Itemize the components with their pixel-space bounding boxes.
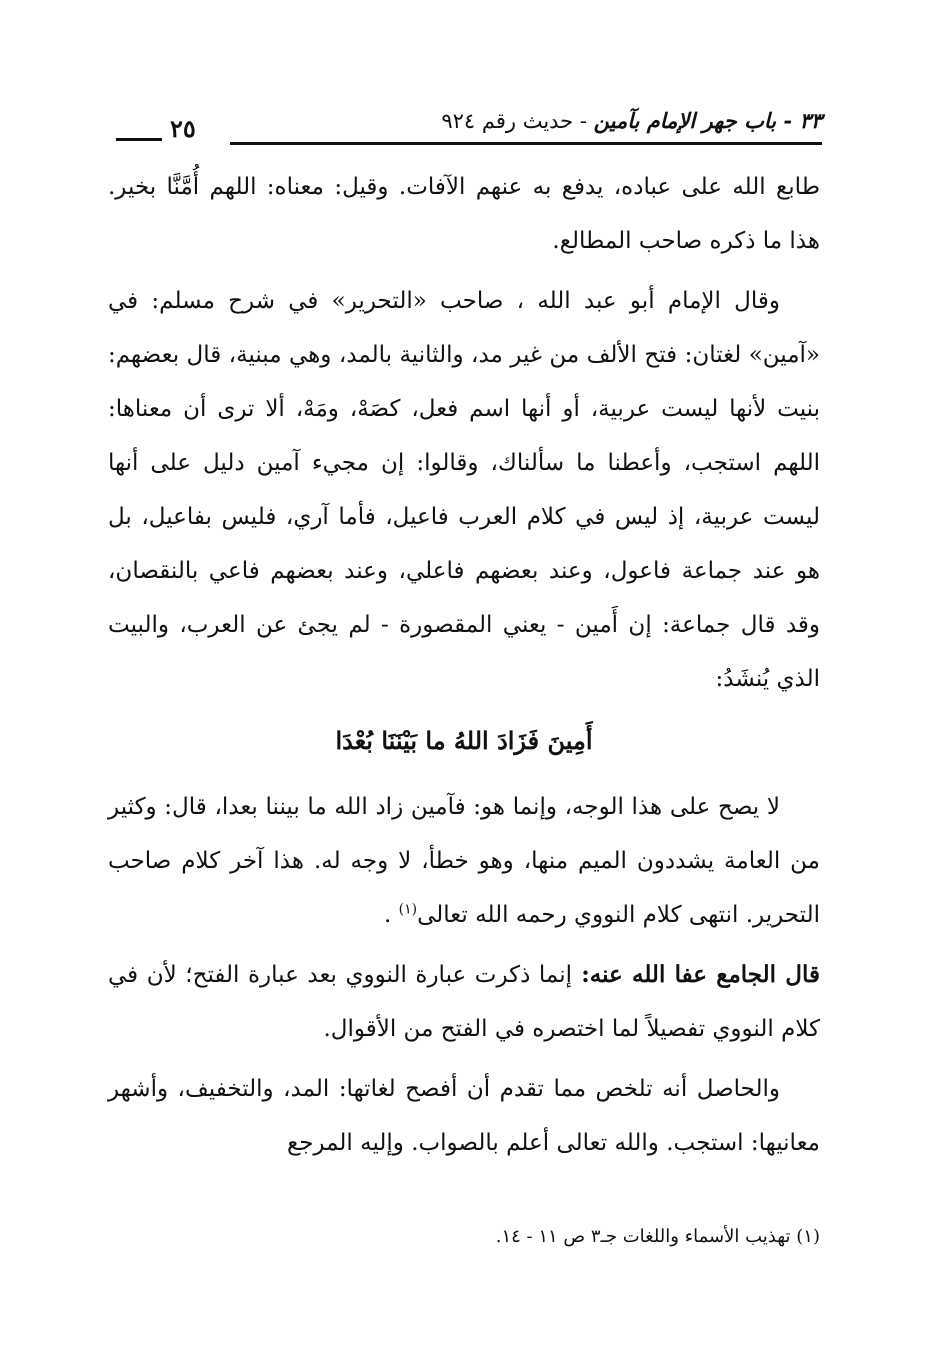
page-header (112, 104, 822, 150)
running-title (441, 108, 822, 133)
main-text (108, 160, 820, 1176)
compiler-note-lead: قال الجامع عفا الله عنه: (571, 961, 820, 988)
footnote-marker: (١) (398, 901, 418, 918)
paragraph-3 (108, 780, 820, 942)
page-number: ٢٥ (170, 114, 196, 143)
header-rule (230, 142, 822, 145)
footnote: (١) تهذيب الأسماء واللغات جـ٣ ص ١١ - ١٤. (495, 1226, 820, 1247)
paragraph-4 (108, 948, 820, 1056)
page-number-dash (116, 138, 162, 141)
paragraph-1: طابع الله على عباده، يدفع به عنهم الآفات. وقيل: معناه: اللهم أُمَّنَّا بخير. هذا ما ذكره صاحب المطالع. (108, 174, 820, 254)
paragraph-5: والحاصل أنه تلخص مما تقدم أن أفصح لغاتها: المد، والتخفيف، وأشهر معانيها: استجب. والله تعالى أعلم بالصواب. وإليه المرجع (108, 1076, 820, 1156)
hadith-reference: - حديث رقم ٩٢٤ (441, 109, 594, 133)
paragraph-3-text: لا يصح على هذا الوجه، وإنما هو: فآمين زاد الله ما بيننا بعدا، قال: وكثير من العامة يشددون الميم منها، وهو خطأ، لا وجه له. هذا آخر كلام صاحب التحرير. انتهى كلام النووي رحمه الله تعالى (108, 794, 820, 928)
poetry-verse: أَمِينَ فَزَادَ اللهُ ما بَيْنَنَا بُعْدَا (335, 726, 593, 755)
paragraph-4-text: إنما ذكرت عبارة النووي بعد عبارة الفتح؛ لأن في كلام النووي تفصيلاً لما اختصره في الفتح من الأقوال. (108, 962, 820, 1042)
chapter-title: ٣٣ - باب جهر الإمام بآمين (593, 108, 822, 133)
paragraph-3-end: . (384, 902, 399, 928)
paragraph-2: وقال الإمام أبو عبد الله ، صاحب «التحرير» في شرح مسلم: في «آمين» لغتان: فتح الألف من غير مد، والثانية بالمد، وهي مبنية، قال بعضهم: بنيت لأنها ليست عربية، أو أنها اسم فعل، كصَهْ، ومَهْ، ألا ترى أن معناها: اللهم استجب، وأعطنا ما سألناك، وقالوا: إن مجيء آمين دليل على أنها ليست عربية، إذ ليس في كلام العرب فاعيل، فأما آري، فليس بفاعيل، بل هو عند جماعة فاعول، وعند بعضهم فاعلي، وعند بعضهم فاعي بالنقصان، وقد قال جماعة: إن أَمين - يعني المقصورة - لم يجئ عن العرب، والبيت الذي يُنشَدُ: (108, 288, 820, 692)
